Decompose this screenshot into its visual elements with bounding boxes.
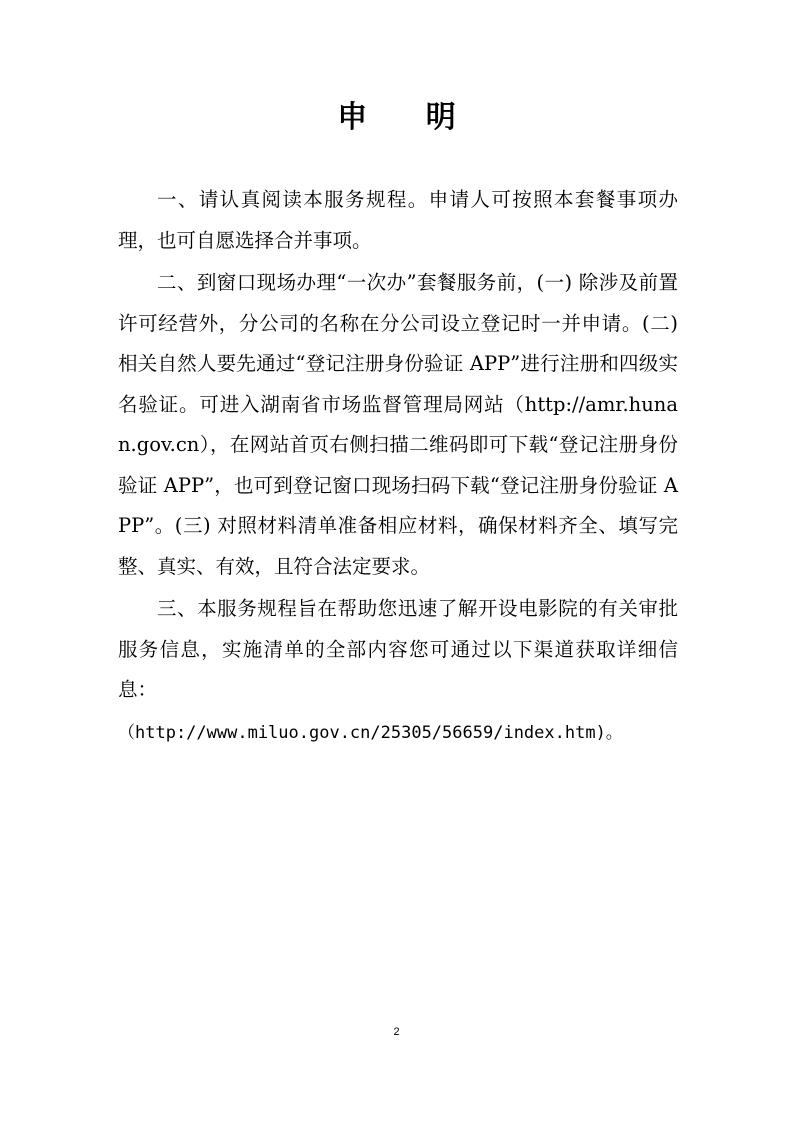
- page-number: 2: [393, 1026, 400, 1038]
- paragraph-1: 一、请认真阅读本服务规程。申请人可按照本套餐事项办理，也可自愿选择合并事项。: [118, 188, 678, 252]
- url-line: （http://www.miluo.gov.cn/25305/56659/index.htm)。: [118, 722, 623, 743]
- document-body: [118, 180, 678, 755]
- paragraph-2: 二、到窗口现场办理“一次办”套餐服务前，(一) 除涉及前置许可经营外，分公司的名称在分公司设立登记时一并申请。(二)相关自然人要先通过“登记注册身份验证 APP”进行注册和四级实名验证。可进入湖南省市场监督管理局网站（http://amr.hunan.gov.cn），在网站首页右侧扫描二维码即可下载“登记注册身份验证 APP”，也可到登记窗口现场扫码下载“登记注册身份验证 APP”。(三) 对照材料清单准备相应材料，确保材料齐全、填写完整、真实、有效，且符合法定要求。: [118, 271, 678, 578]
- paragraph-3: 三、本服务规程旨在帮助您迅速了解开设电影院的有关审批服务信息，实施清单的全部内容您可通过以下渠道获取详细信息：: [118, 597, 678, 701]
- page-title: 申 明: [337, 100, 480, 135]
